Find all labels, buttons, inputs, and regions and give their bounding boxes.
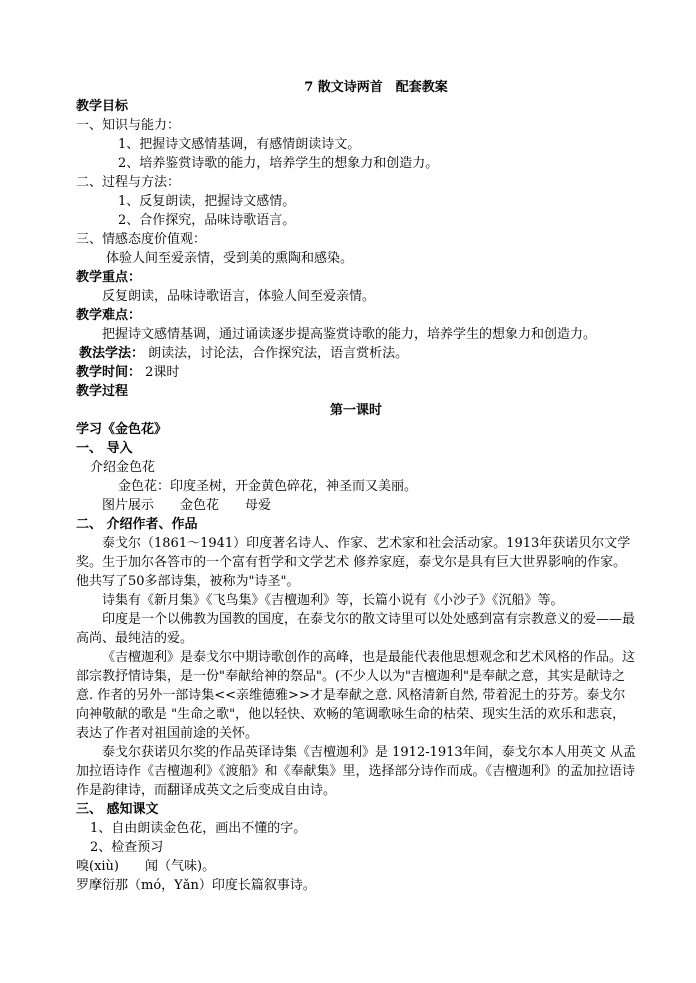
works-paragraph: 诗集有《新月集》《飞鸟集》《吉檀迦利》等，长篇小说有《小沙子》《沉船》等。 [102,593,564,608]
section2-heading: 二、 介绍作者、作品 [76,517,198,532]
section1-line: 介绍金色花 [90,460,156,475]
method-text: 朗读法，讨论法，合作探究法，语言赏析法。 [148,346,409,361]
goal1-heading: 一、知识与能力： [76,118,181,133]
method-row [76,344,636,363]
method-label: 教法学法： [79,346,145,361]
vocab-line: 罗摩衍那（mó，Yǎn）印度长篇叙事诗。 [76,878,316,893]
goal2-item: 2、合作探究，品味诗歌语言。 [118,213,296,228]
section1-line: 图片展示 金色花 母爱 [102,498,272,513]
section3-item: 2、检查预习 [90,840,164,855]
time-text: 2课时 [145,365,180,380]
section3-heading: 三、 感知课文 [76,802,159,817]
time-row [76,363,636,382]
process-heading: 教学过程 [76,384,129,399]
section1-line: 金色花：印度圣树，开金黄色碎花，神圣而又美丽。 [118,479,418,494]
vocab-line: 嗅(xiù) 闻（气味)。 [76,859,216,874]
difficulty-heading: 教学难点： [76,308,142,323]
lesson1-heading: 第一课时 [329,403,382,418]
section3-item: 1、自由朗读金色花，画出不懂的字。 [90,821,307,836]
religion-paragraph: 印度是一个以佛教为国教的国度，在泰戈尔的散文诗里可以处处感到富有宗教意义的爱——最高尚、最纯洁的爱。 [76,612,636,646]
nobel-paragraph: 泰戈尔获诺贝尔奖的作品英译诗集《吉檀迦利》是 1912-1913年间，泰戈尔本人用英文 从孟加拉语诗作《吉檀迦利》《渡船》和《奉献集》里，选择部分诗作而成。《吉檀迦利》的孟加拉语诗作是韵律诗，而翻译成英文之后变成自由诗。 [76,745,636,798]
goal2-item: 1、反复朗读，把握诗文感情。 [118,194,296,209]
goal1-item: 2、培养鉴赏诗歌的能力，培养学生的想象力和创造力。 [118,156,439,171]
focus-heading: 教学重点： [76,270,142,285]
focus-text: 反复朗读，品味诗歌语言，体验人间至爱亲情。 [102,289,376,304]
goal3-heading: 三、情感态度价值观： [76,232,207,247]
difficulty-text: 把握诗文感情基调，通过诵读逐步提高鉴赏诗歌的能力，培养学生的想象力和创造力。 [102,327,597,342]
goal1-item: 1、把握诗文感情基调，有感情朗读诗文。 [118,137,361,152]
document-title: 7 散文诗两首 配套教案 [304,80,448,95]
section1-heading: 一、 导入 [76,441,133,456]
author-paragraph: 泰戈尔（1861～1941）印度著名诗人、作家、艺术家和社会活动家。1913年获诺贝尔文学奖。生于加尔各答市的一个富有哲学和文学艺术 修养家庭，泰戈尔是具有巨大世界影响的作家。他共写了50多部诗集，被称为"诗圣"。 [76,536,631,589]
goal2-heading: 二、过程与方法： [76,175,181,190]
goal3-text: 体验人间至爱亲情，受到美的熏陶和感染。 [106,251,354,266]
gitanjali-paragraph: 《吉檀迦利》是泰戈尔中期诗歌创作的高峰，也是最能代表他思想观念和艺术风格的作品。这部宗教抒情诗集，是一份"奉献给神的祭品"。(不少人以为"吉檀迦利"是奉献之意，其实是献诗之意. 作者的另外一部诗集<<亲维德雅>>才是奉献之意. 风格清新自然, 带着泥土的芬芳。泰戈尔向神敬献的歌是 "生命之歌"，他以轻快、欢畅的笔调歌咏生命的枯荣、现实生活的欢乐和悲哀，表达了作者对祖国前途的关怀。 [76,650,636,741]
goals-heading: 教学目标 [76,99,129,114]
study-heading: 学习《金色花》 [76,422,168,437]
time-label: 教学时间： [76,365,142,380]
